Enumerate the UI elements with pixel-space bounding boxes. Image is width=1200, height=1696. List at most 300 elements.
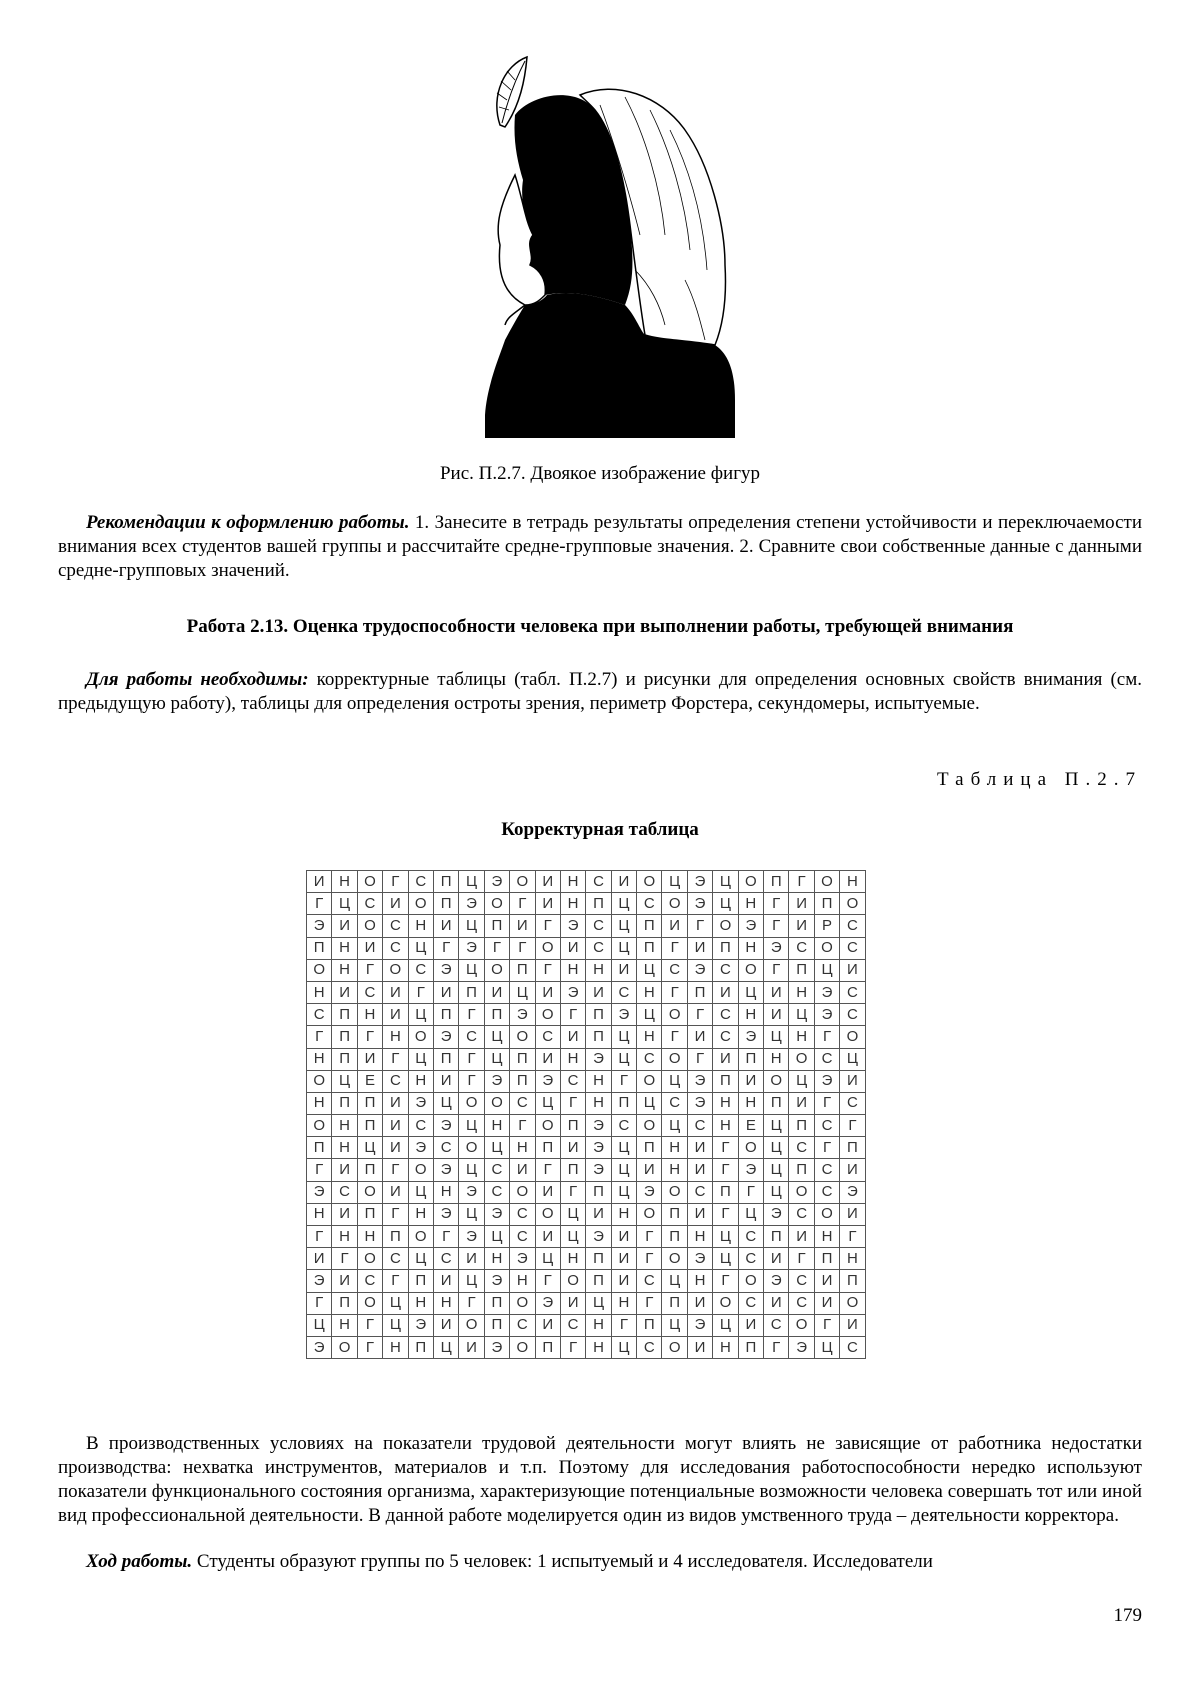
table-cell: С xyxy=(611,1115,636,1137)
table-cell: Э xyxy=(484,1336,509,1358)
table-cell: Н xyxy=(408,915,433,937)
table-cell: С xyxy=(814,1048,839,1070)
table-cell: О xyxy=(510,1336,535,1358)
table-cell: Ц xyxy=(357,1137,382,1159)
table-cell: Э xyxy=(611,1004,636,1026)
table-cell: Г xyxy=(713,1270,738,1292)
table-cell: С xyxy=(586,915,611,937)
correction-table xyxy=(306,870,866,1359)
table-cell: Э xyxy=(789,1336,814,1358)
table-cell: О xyxy=(662,1336,687,1358)
table-cell: Н xyxy=(307,1048,332,1070)
table-cell: Г xyxy=(713,1203,738,1225)
table-cell: И xyxy=(535,1048,560,1070)
table-cell: С xyxy=(840,1092,865,1114)
table-cell: Ц xyxy=(814,959,839,981)
table-cell: Ц xyxy=(764,1137,789,1159)
table-cell: О xyxy=(789,1181,814,1203)
table-row xyxy=(307,893,866,915)
table-cell: П xyxy=(560,1115,585,1137)
table-cell: Э xyxy=(307,1181,332,1203)
table-cell: Э xyxy=(307,1270,332,1292)
table-cell: С xyxy=(433,1248,458,1270)
table-cell: С xyxy=(357,893,382,915)
table-cell: Э xyxy=(433,1026,458,1048)
table-cell: Ц xyxy=(408,1048,433,1070)
table-cell: Э xyxy=(687,1070,712,1092)
table-cell: Г xyxy=(535,959,560,981)
table-row xyxy=(307,1292,866,1314)
table-cell: И xyxy=(332,1270,357,1292)
table-cell: Ц xyxy=(408,937,433,959)
table-cell: Г xyxy=(459,1048,484,1070)
table-cell: Н xyxy=(586,1314,611,1336)
table-cell: Ц xyxy=(611,1026,636,1048)
table-cell: О xyxy=(738,1270,763,1292)
table-cell: О xyxy=(332,1336,357,1358)
table-cell: И xyxy=(713,981,738,1003)
table-cell: Ц xyxy=(459,1115,484,1137)
table-cell: Э xyxy=(459,1181,484,1203)
table-cell: И xyxy=(484,981,509,1003)
table-cell: О xyxy=(535,937,560,959)
table-cell: Ц xyxy=(637,959,662,981)
table-cell: Н xyxy=(687,1270,712,1292)
table-cell: Ц xyxy=(611,1336,636,1358)
table-cell: П xyxy=(357,1092,382,1114)
table-cell: Ц xyxy=(713,1314,738,1336)
table-cell: Э xyxy=(687,871,712,893)
procedure-lead: Ход работы. xyxy=(86,1551,193,1572)
table-cell: П xyxy=(332,1292,357,1314)
table-cell: С xyxy=(687,1115,712,1137)
table-cell: Э xyxy=(687,893,712,915)
table-cell: Э xyxy=(687,1092,712,1114)
table-cell: Г xyxy=(814,1026,839,1048)
table-cell: С xyxy=(738,1248,763,1270)
table-cell: С xyxy=(840,915,865,937)
table-cell: Н xyxy=(332,1314,357,1336)
table-row xyxy=(307,1159,866,1181)
table-cell: С xyxy=(510,1314,535,1336)
table-cell: Ц xyxy=(611,1159,636,1181)
table-row xyxy=(307,1270,866,1292)
table-cell: И xyxy=(383,1181,408,1203)
table-cell: Н xyxy=(332,871,357,893)
table-cell: П xyxy=(586,1181,611,1203)
table-cell: Ц xyxy=(662,871,687,893)
table-cell: Г xyxy=(357,959,382,981)
table-cell: Н xyxy=(332,959,357,981)
table-cell: П xyxy=(637,1137,662,1159)
table-cell: И xyxy=(560,1137,585,1159)
table-cell: Г xyxy=(510,1115,535,1137)
table-cell: П xyxy=(713,937,738,959)
table-cell: И xyxy=(840,959,865,981)
table-cell: Ц xyxy=(510,981,535,1003)
table-cell: Н xyxy=(611,1292,636,1314)
recommendations-lead: Рекомендации к оформлению работы. xyxy=(86,512,410,533)
table-cell: О xyxy=(357,1292,382,1314)
table-cell: И xyxy=(687,1336,712,1358)
table-cell: П xyxy=(357,1203,382,1225)
table-cell: Г xyxy=(814,1092,839,1114)
table-cell: Н xyxy=(713,1092,738,1114)
table-cell: С xyxy=(408,1115,433,1137)
table-cell: П xyxy=(713,1181,738,1203)
table-cell: И xyxy=(840,1159,865,1181)
table-cell: Н xyxy=(332,1115,357,1137)
table-cell: Н xyxy=(687,1226,712,1248)
table-cell: П xyxy=(484,1292,509,1314)
table-cell: П xyxy=(840,1270,865,1292)
table-cell: Н xyxy=(332,937,357,959)
table-cell: С xyxy=(738,1226,763,1248)
table-cell: Г xyxy=(738,1181,763,1203)
table-cell: Н xyxy=(789,1026,814,1048)
table-cell: Ц xyxy=(764,1181,789,1203)
table-cell: Г xyxy=(764,915,789,937)
table-cell: И xyxy=(560,1292,585,1314)
table-cell: П xyxy=(662,1292,687,1314)
table-cell: П xyxy=(484,915,509,937)
table-cell: Н xyxy=(840,1248,865,1270)
table-cell: Н xyxy=(408,1070,433,1092)
table-cell: О xyxy=(662,1004,687,1026)
table-cell: Э xyxy=(560,915,585,937)
table-cell: Н xyxy=(586,959,611,981)
table-cell: П xyxy=(332,1048,357,1070)
table-cell: Н xyxy=(484,1115,509,1137)
table-cell: Ц xyxy=(662,1270,687,1292)
table-cell: Г xyxy=(383,871,408,893)
table-cell: Э xyxy=(408,1092,433,1114)
table-cell: Ц xyxy=(789,1004,814,1026)
table-cell: И xyxy=(814,1270,839,1292)
table-cell: Ц xyxy=(332,1070,357,1092)
table-cell: П xyxy=(484,1004,509,1026)
table-cell: О xyxy=(408,1159,433,1181)
table-cell: Н xyxy=(332,1226,357,1248)
table-cell: Г xyxy=(307,1026,332,1048)
table-cell: О xyxy=(814,937,839,959)
table-cell: Н xyxy=(738,1092,763,1114)
procedure-paragraph xyxy=(58,1550,1142,1574)
table-cell: С xyxy=(560,1070,585,1092)
table-cell: Э xyxy=(307,1336,332,1358)
table-cell: Ц xyxy=(713,871,738,893)
table-cell: П xyxy=(789,959,814,981)
table-cell: Н xyxy=(433,1292,458,1314)
table-cell: С xyxy=(484,1159,509,1181)
table-cell: И xyxy=(535,1181,560,1203)
table-cell: Г xyxy=(662,1026,687,1048)
table-cell: Г xyxy=(814,1314,839,1336)
table-cell: Ц xyxy=(383,1292,408,1314)
table-cell: О xyxy=(510,871,535,893)
table-cell: И xyxy=(611,1270,636,1292)
table-cell: Н xyxy=(383,1336,408,1358)
table-cell: Г xyxy=(637,1226,662,1248)
table-cell: С xyxy=(840,1336,865,1358)
table-cell: И xyxy=(383,1115,408,1137)
table-cell: О xyxy=(713,1292,738,1314)
table-cell: Э xyxy=(687,959,712,981)
table-cell: И xyxy=(586,1203,611,1225)
table-cell: О xyxy=(510,1181,535,1203)
table-cell: Э xyxy=(764,1203,789,1225)
table-cell: Г xyxy=(713,1137,738,1159)
table-cell: Э xyxy=(586,1115,611,1137)
table-cell: И xyxy=(332,1159,357,1181)
recommendations-paragraph xyxy=(58,511,1142,583)
table-cell: Ц xyxy=(408,1181,433,1203)
recommendations-text: 1. Занесите в тетрадь результаты определения степени устойчивости и переключаемости внимания всех студентов вашей группы и рассчитайте средне-групповые значения. 2. Сравните свои собственные данные с данными средне-групповых значений. xyxy=(58,512,1142,581)
table-row xyxy=(307,1137,866,1159)
table-cell: П xyxy=(713,1070,738,1092)
table-cell: Г xyxy=(840,1226,865,1248)
table-cell: С xyxy=(357,1270,382,1292)
table-cell: П xyxy=(408,1270,433,1292)
table-cell: Г xyxy=(383,1203,408,1225)
table-cell: Ц xyxy=(662,1115,687,1137)
table-cell: О xyxy=(357,915,382,937)
table-cell: Г xyxy=(687,1004,712,1026)
table-cell: Ц xyxy=(764,1115,789,1137)
table-cell: И xyxy=(637,1159,662,1181)
table-cell: П xyxy=(738,1336,763,1358)
table-cell: П xyxy=(307,1137,332,1159)
table-cell: Н xyxy=(789,981,814,1003)
table-cell: Ц xyxy=(459,1159,484,1181)
table-cell: Н xyxy=(332,1137,357,1159)
table-cell: Г xyxy=(510,893,535,915)
table-cell: С xyxy=(560,1314,585,1336)
table-row xyxy=(307,981,866,1003)
table-cell: О xyxy=(662,1248,687,1270)
table-cell: Э xyxy=(687,1314,712,1336)
table-cell: Ц xyxy=(713,1248,738,1270)
table-cell: С xyxy=(357,981,382,1003)
table-cell: Г xyxy=(383,1270,408,1292)
table-cell: Ц xyxy=(611,893,636,915)
table-cell: О xyxy=(840,893,865,915)
table-cell: И xyxy=(789,1092,814,1114)
table-cell: С xyxy=(662,959,687,981)
table-cell: И xyxy=(510,915,535,937)
table-cell: О xyxy=(408,893,433,915)
table-cell: П xyxy=(332,1004,357,1026)
table-row xyxy=(307,1314,866,1336)
table-cell: П xyxy=(637,1314,662,1336)
table-cell: С xyxy=(535,1026,560,1048)
table-cell: П xyxy=(332,1026,357,1048)
table-cell: И xyxy=(535,1314,560,1336)
table-cell: И xyxy=(433,1314,458,1336)
table-cell: С xyxy=(662,1092,687,1114)
table-cell: Ц xyxy=(611,1048,636,1070)
table-cell: Е xyxy=(357,1070,382,1092)
table-cell: И xyxy=(764,1004,789,1026)
table-cell: Г xyxy=(433,1226,458,1248)
table-cell: Н xyxy=(713,1115,738,1137)
table-cell: Н xyxy=(814,1226,839,1248)
table-cell: Э xyxy=(433,959,458,981)
table-cell: Г xyxy=(535,1270,560,1292)
table-cell: Ц xyxy=(459,915,484,937)
table-row xyxy=(307,1026,866,1048)
table-cell: П xyxy=(586,1026,611,1048)
table-cell: Г xyxy=(687,1048,712,1070)
table-cell: Ц xyxy=(764,1026,789,1048)
table-cell: С xyxy=(637,1270,662,1292)
table-cell: С xyxy=(687,1181,712,1203)
table-cell: П xyxy=(535,1336,560,1358)
table-cell: Н xyxy=(662,1137,687,1159)
table-title: Корректурная таблица xyxy=(501,819,699,840)
table-cell: Н xyxy=(637,981,662,1003)
table-cell: И xyxy=(687,1026,712,1048)
table-cell: И xyxy=(433,1270,458,1292)
table-cell: С xyxy=(586,937,611,959)
table-cell: Н xyxy=(433,1181,458,1203)
table-cell: Ц xyxy=(586,1292,611,1314)
table-cell: О xyxy=(408,1226,433,1248)
table-cell: Н xyxy=(840,871,865,893)
table-row xyxy=(307,1115,866,1137)
needs-lead: Для работы необходимы: xyxy=(86,669,309,690)
table-cell: П xyxy=(433,871,458,893)
table-cell: О xyxy=(459,1092,484,1114)
table-cell: Э xyxy=(433,1159,458,1181)
table-row xyxy=(307,1226,866,1248)
table-cell: Ц xyxy=(332,893,357,915)
table-row xyxy=(307,1248,866,1270)
table-cell: Г xyxy=(687,915,712,937)
table-cell: С xyxy=(408,959,433,981)
table-cell: И xyxy=(840,1314,865,1336)
table-cell: Г xyxy=(840,1115,865,1137)
table-cell: Г xyxy=(789,871,814,893)
table-cell: П xyxy=(586,1004,611,1026)
table-cell: И xyxy=(687,1159,712,1181)
table-cell: Ц xyxy=(713,893,738,915)
table-cell: Н xyxy=(560,871,585,893)
table-cell: И xyxy=(510,1159,535,1181)
table-cell: С xyxy=(789,937,814,959)
table-cell: И xyxy=(764,1248,789,1270)
table-cell: Г xyxy=(764,959,789,981)
table-cell: П xyxy=(586,1248,611,1270)
table-cell: С xyxy=(840,1004,865,1026)
table-cell: О xyxy=(662,1181,687,1203)
table-cell: Ц xyxy=(560,1203,585,1225)
ambiguous-figure-image xyxy=(485,55,755,440)
table-cell: Э xyxy=(814,1070,839,1092)
table-cell: Э xyxy=(535,1292,560,1314)
table-cell: Н xyxy=(586,1070,611,1092)
table-cell: О xyxy=(738,871,763,893)
table-cell: Н xyxy=(357,1004,382,1026)
table-cell: Н xyxy=(764,1048,789,1070)
table-cell: С xyxy=(383,937,408,959)
table-cell: Н xyxy=(662,1159,687,1181)
needs-paragraph xyxy=(58,668,1142,716)
table-cell: Ц xyxy=(611,937,636,959)
table-cell: Г xyxy=(535,1159,560,1181)
table-cell: И xyxy=(459,1248,484,1270)
table-cell: С xyxy=(383,1248,408,1270)
table-cell: Ц xyxy=(535,1248,560,1270)
table-cell: О xyxy=(814,871,839,893)
table-cell: О xyxy=(459,1137,484,1159)
table-cell: Н xyxy=(713,1336,738,1358)
table-cell: О xyxy=(713,915,738,937)
table-cell: Ц xyxy=(738,1203,763,1225)
table-row xyxy=(307,1181,866,1203)
table-cell: О xyxy=(738,1137,763,1159)
table-cell: И xyxy=(357,937,382,959)
table-cell: Г xyxy=(357,1336,382,1358)
table-cell: Г xyxy=(307,1292,332,1314)
table-cell: П xyxy=(764,871,789,893)
table-cell: Е xyxy=(738,1115,763,1137)
table-cell: И xyxy=(662,915,687,937)
table-cell: И xyxy=(840,1203,865,1225)
table-cell: Н xyxy=(307,1092,332,1114)
table-cell: О xyxy=(357,1181,382,1203)
table-cell: Н xyxy=(357,1226,382,1248)
table-cell: Г xyxy=(459,1004,484,1026)
table-cell: Н xyxy=(408,1203,433,1225)
table-cell: О xyxy=(484,1092,509,1114)
table-cell: Г xyxy=(510,937,535,959)
table-cell: Ц xyxy=(459,959,484,981)
table-cell: С xyxy=(713,1004,738,1026)
table-cell: Г xyxy=(662,981,687,1003)
table-cell: О xyxy=(814,1203,839,1225)
table-cell: И xyxy=(383,1092,408,1114)
table-cell: И xyxy=(687,1203,712,1225)
table-cell: П xyxy=(662,1203,687,1225)
table-cell: Ц xyxy=(484,1226,509,1248)
table-cell: И xyxy=(611,1226,636,1248)
table-cell: П xyxy=(510,1048,535,1070)
table-cell: Г xyxy=(484,937,509,959)
table-cell: И xyxy=(713,1048,738,1070)
page-number: 179 xyxy=(1113,1605,1142,1626)
table-cell: И xyxy=(383,893,408,915)
correction-grid xyxy=(306,870,866,1359)
table-cell: И xyxy=(560,1026,585,1048)
table-cell: И xyxy=(764,1292,789,1314)
table-cell: Э xyxy=(738,1026,763,1048)
table-cell: П xyxy=(789,1159,814,1181)
table-cell: Н xyxy=(383,1026,408,1048)
table-row xyxy=(307,1048,866,1070)
table-cell: Г xyxy=(307,1226,332,1248)
table-cell: С xyxy=(713,959,738,981)
table-cell: И xyxy=(789,915,814,937)
table-cell: О xyxy=(510,1026,535,1048)
table-cell: П xyxy=(586,1270,611,1292)
table-cell: Э xyxy=(738,1159,763,1181)
table-row xyxy=(307,1336,866,1358)
table-cell: П xyxy=(764,1092,789,1114)
table-cell: Э xyxy=(586,1226,611,1248)
table-cell: Ц xyxy=(764,1159,789,1181)
table-cell: О xyxy=(484,893,509,915)
